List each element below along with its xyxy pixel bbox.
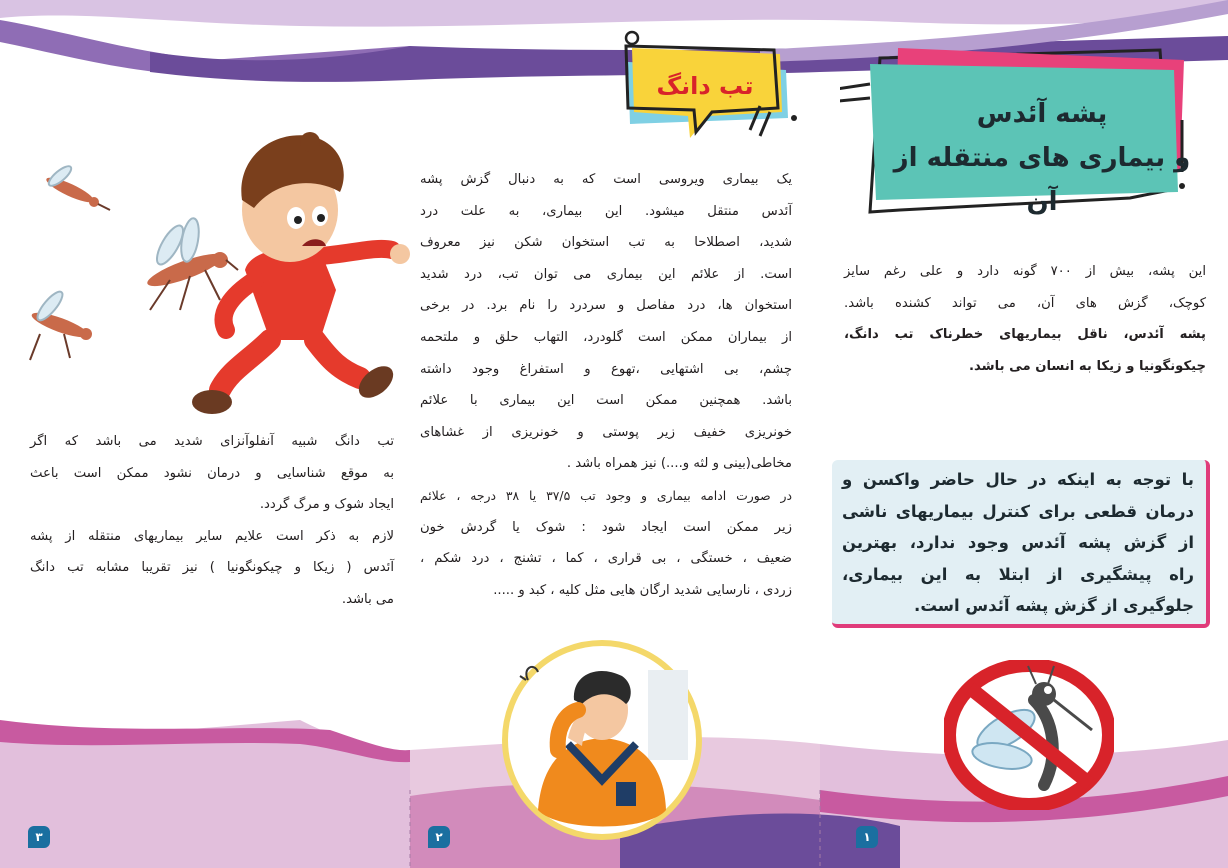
body-line: از بیماران ممکن است گلودرد، التهاب حلق و ملتحمه xyxy=(420,329,792,345)
callout-line: درمان قطعی برای کنترل بیماریهای ناشی xyxy=(842,501,1194,521)
panel-title-line2: و بیماری های منتقله از آن xyxy=(893,143,1191,217)
dengue-badge-label: تب دانگ xyxy=(656,72,754,100)
body-line: است. از علائم این بیماری می توان تب، درد شدید xyxy=(420,266,792,282)
body-line: آئدس ( زیکا و چیکونگونیا ) نیز تقریبا مشابه تب دانگ xyxy=(30,560,394,576)
intro-line: این پشه، بیش از ۷۰۰ گونه دارد و علی رغم سایز xyxy=(844,264,1206,279)
no-mosquito-icon xyxy=(944,660,1114,810)
mosquito-icon xyxy=(29,288,92,360)
body-line: چشم، بی اشتهایی ،تهوع و استفراغ وجود داشته xyxy=(420,361,792,377)
page-number: ۳ xyxy=(28,826,50,848)
callout-line: جلوگیری از گزش پشه آئدس است. xyxy=(914,596,1194,615)
page-number: ۲ xyxy=(428,826,450,848)
callout-line: از گزش پشه آئدس وجود ندارد، بهترین xyxy=(842,533,1194,552)
boy-mosquito-illustration xyxy=(20,120,410,420)
body-line: باشد. همچنین ممکن است این بیماری با علائم xyxy=(420,393,792,409)
intro-line: چیکونگونیا و زیکا به انسان می باشد. xyxy=(969,358,1206,374)
dengue-note xyxy=(30,426,394,616)
callout-text xyxy=(832,460,1206,622)
middle-panel xyxy=(410,0,820,868)
panel-title xyxy=(882,92,1202,224)
callout-line: با توجه به اینکه در حال حاضر واکسن و xyxy=(842,470,1194,489)
body-line: استخوان ها، درد مفاصل و سردرد را نام برد. در برخی xyxy=(420,298,792,314)
body-line: زردی ، نارسایی شدید ارگان هایی مثل کلیه ، کبد و ..... xyxy=(493,582,792,598)
left-panel xyxy=(0,0,410,868)
right-panel xyxy=(820,0,1228,868)
body-line: در صورت ادامه بیماری و وجود تب ۳۷/۵ یا ۳۸ درجه ، علائم xyxy=(420,487,792,503)
body-line: یک بیماری ویروسی است که به دنبال گزش پشه xyxy=(420,172,792,187)
body-line: شدید، اصطلاحا به تب استخوان شکن نیز معروف xyxy=(420,235,792,251)
body-line: زیر ممکن است ایجاد شود : شوک یا گردش خون xyxy=(420,519,792,535)
body-line: خونریزی خفیف زیر پوستی و خونریزی از غشاهای xyxy=(420,424,792,440)
body-line: لازم به ذکر است علایم سایر بیماریهای منتقله از پشه xyxy=(30,528,394,544)
running-boy xyxy=(192,132,410,414)
callout-line: راه پیشگیری از ابتلا به این بیماری، xyxy=(842,564,1194,584)
body-line: ایجاد شوک و مرگ گردد. xyxy=(259,497,394,513)
body-line: مخاطی(بینی و لثه و....) نیز همراه باشد . xyxy=(566,456,792,472)
page-number: ۱ xyxy=(856,826,878,848)
prevention-callout xyxy=(832,460,1210,628)
body-line: به موقع شناسایی و درمان نشود ممکن است باعث xyxy=(30,465,394,481)
body-line: ضعیف ، خستگی ، بی قراری ، کما ، تشنج ، درد شکم ، xyxy=(420,551,792,567)
body-line: آئدس منتقل میشود. این بیماری، به علت درد xyxy=(420,203,792,219)
intro-paragraph xyxy=(844,256,1206,382)
dengue-description xyxy=(420,164,792,606)
body-line: می باشد. xyxy=(341,591,394,607)
body-line: تب دانگ شبیه آنفلوآنزای شدید می باشد که اگر xyxy=(30,434,394,449)
sick-man-illustration xyxy=(498,640,706,840)
intro-line: کوچک، گزش های آن، می تواند کشنده باشد. xyxy=(844,295,1206,311)
panel-title-line1: پشه آئدس xyxy=(976,99,1108,129)
intro-line: پشه آئدس، ناقل بیماریهای خطرناک تب دانگ، xyxy=(844,327,1206,343)
mosquito-icon xyxy=(44,163,110,210)
